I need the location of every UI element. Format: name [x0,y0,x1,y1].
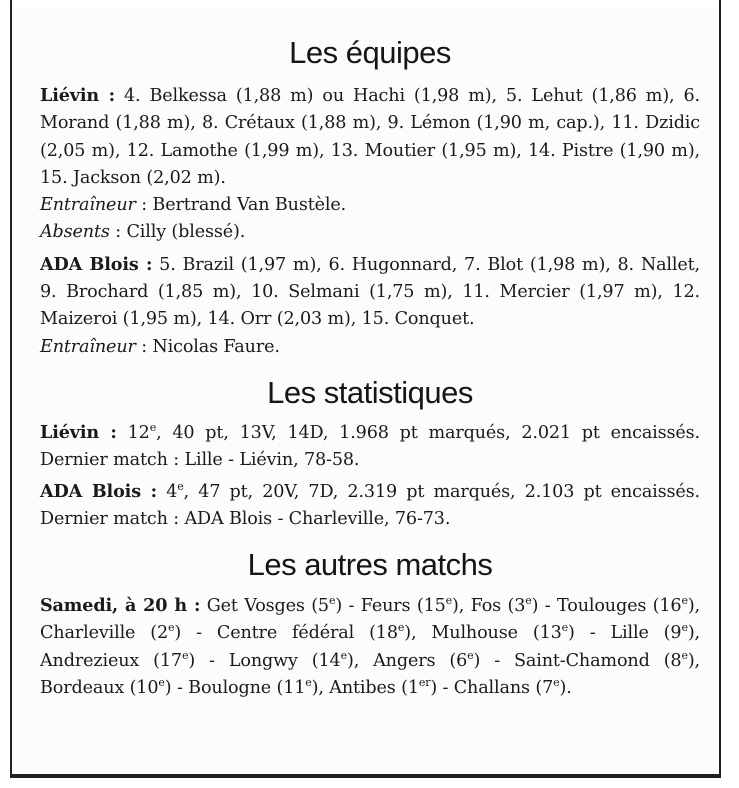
blois-stats [40,478,700,534]
team-name-blois: ADA Blois : [40,480,158,502]
rank-suffix: er [418,676,431,690]
rank-suffix: e [561,621,569,635]
team-name-lievin: Liévin : [40,85,115,106]
match-text: ), Andrezieux (17 [40,623,700,671]
match-text: ) - Lille (9 [568,623,682,644]
rank-suffix: e [340,648,347,662]
section-title-autres-matchs: Les autres matchs [247,547,493,583]
rank-suffix: e [681,621,688,635]
blois-coach [40,334,700,361]
rank-suffix: e [553,676,560,690]
stats-text: , 47 pt, 20V, 7D, 2.319 pt marqués, 2.103 pt encaissés. Dernier match : ADA Blois - Charleville, 76-73. [40,481,700,529]
rank-suffix: e [525,594,532,608]
match-text: ) - Challans (7 [430,678,554,699]
coach-name: : Nicolas Faure. [135,336,280,357]
match-text: ) - Toulouges (16 [531,596,682,617]
rank-suffix: e [181,648,189,662]
rank-value: 4 [157,481,178,502]
rank-suffix: e [168,621,175,635]
match-text: ), Angers (6 [346,650,468,671]
match-text: ), Mulhouse (13 [404,623,562,644]
rank-suffix: e [681,648,688,662]
frame-bottom-edge [10,776,721,778]
frame-top-edge [10,0,721,8]
rank-value: 12 [116,422,150,443]
lievin-stats [40,419,700,475]
lievin-absents [40,219,700,246]
coach-label: Entraîneur [40,195,136,216]
rank-suffix: e [681,594,688,608]
rank-suffix: e [305,676,312,690]
rank-suffix: e [149,420,157,434]
team-name-blois: ADA Blois : [40,253,153,275]
other-matches [40,592,700,702]
match-text: ), Antibes (1 [311,678,419,699]
rank-suffix: e [177,479,184,493]
section-title-equipes: Les équipes [289,35,451,70]
match-text: Get Vosges (5 [200,596,329,617]
rank-suffix: e [328,594,336,608]
match-text: ) - Centre fédéral (18 [174,623,398,644]
match-text: ) - Saint-Chamond (8 [473,650,682,671]
rank-suffix: e [158,676,165,690]
lievin-roster [40,82,700,192]
rank-suffix: e [397,621,405,635]
section-title-statistiques: Les statistiques [267,374,473,410]
team-name-lievin: Liévin : [40,421,117,443]
match-text: ) - Feurs (15 [335,596,446,617]
lievin-players: 4. Belkessa (1,88 m) ou Hachi (1,98 m), 5. Lehut (1,86 m), 6. Morand (1,88 m), 8. Crétaux (1,88 m), 9. Lémon (1,90 m, cap.), 11. Dzidic (2,05 m), 12. Lamothe (1,99 m), 13. Moutier (1,95 m), 14. Pistre (1,90 m), 15. Jackson (2,02 m). [40,86,700,188]
match-text: ), Fos (3 [452,596,526,617]
coach-name: : Bertrand Van Bustèle. [135,195,347,216]
rank-suffix: e [467,648,474,662]
match-text: ), Bordeaux (10 [40,650,700,699]
match-text: ) - Boulogne (11 [164,678,306,699]
lievin-coach [40,192,700,219]
rank-suffix: e [445,594,453,608]
absents-label: Absents [40,222,110,243]
match-text: ). [559,678,572,699]
schedule-lead: Samedi, à 20 h : [40,595,201,617]
match-text: ) - Longwy (14 [188,650,341,671]
blois-players: 5. Brazil (1,97 m), 6. Hugonnard, 7. Blot (1,98 m), 8. Nallet, 9. Brochard (1,85 m), 10. Selmani (1,75 m), 11. Mercier (1,97 m), 12. Maizeroi (1,95 m), 14. Orr (2,03 m), 15. Conquet. [40,254,700,330]
article-content [40,30,700,702]
absents-value: : Cilly (blessé). [109,222,246,243]
blois-roster [40,251,700,334]
coach-label: Entraîneur [40,336,136,357]
stats-text: , 40 pt, 13V, 14D, 1.968 pt marqués, 2.021 pt encaissés. Dernier match : Lille - Liévin, 78-58. [40,422,700,471]
match-text: ), Charleville (2 [40,596,701,644]
